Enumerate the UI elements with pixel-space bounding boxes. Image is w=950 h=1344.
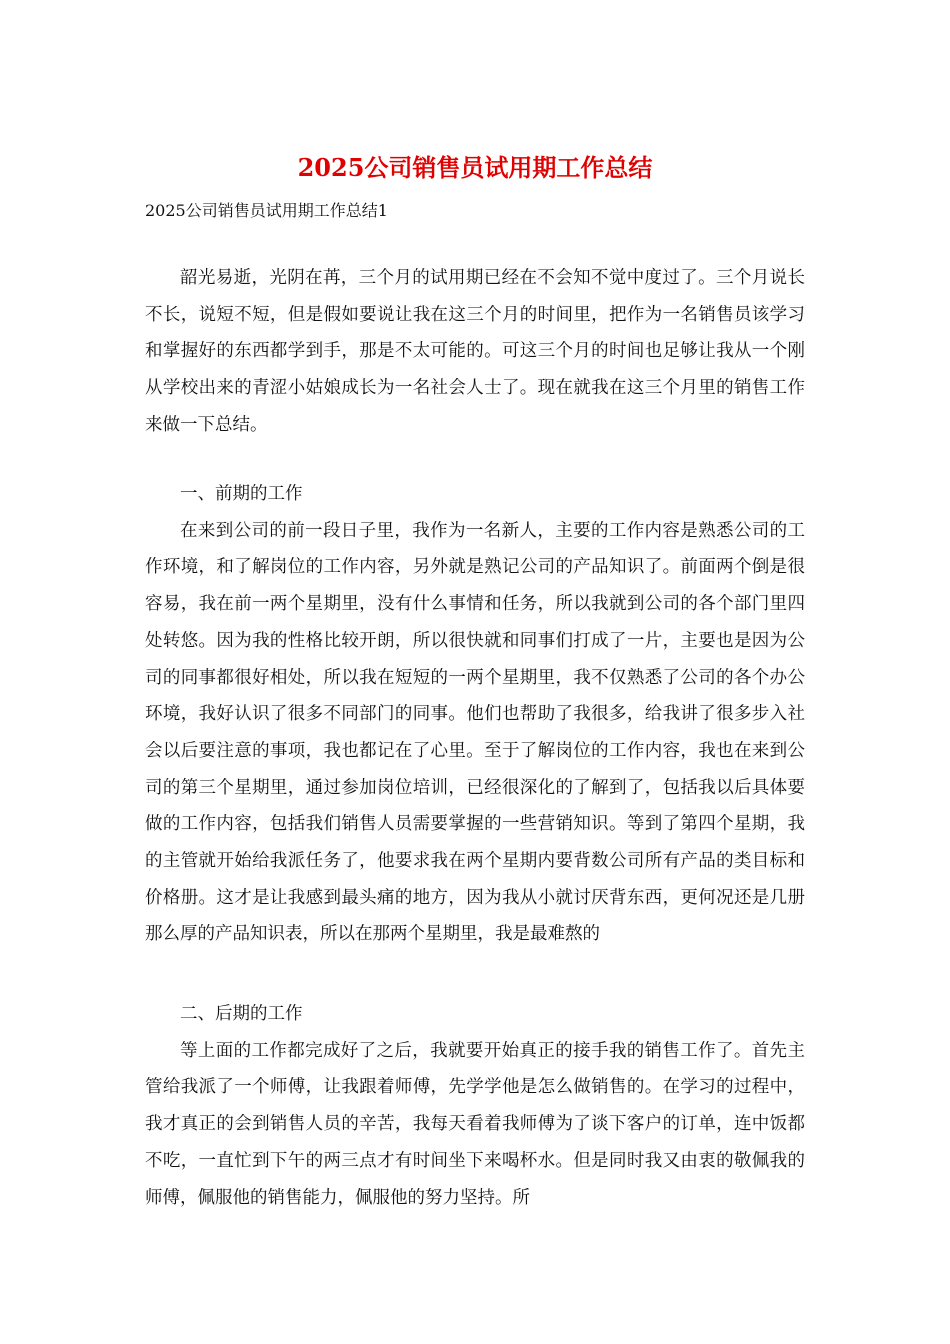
document-title: 2025公司销售员试用期工作总结 <box>297 153 653 182</box>
intro-paragraph: 韶光易逝，光阴在苒，三个月的试用期已经在不会知不觉中度过了。三个月说长不长，说短不短，但是假如要说让我在这三个月的时间里，把作为一名销售员该学习和掌握好的东西都学到手，那是不太可能的。可这三个月的时间也足够让我从一个刚从学校出来的青涩小姑娘成长为一名社会人士了。现在就我在这三个月里的销售工作来做一下总结。 <box>145 268 805 435</box>
section-early-work <box>145 476 805 953</box>
section-later-work <box>145 996 805 1216</box>
section-paragraph-early-work: 在来到公司的前一段日子里，我作为一名新人，主要的工作内容是熟悉公司的工作环境，和了解岗位的工作内容，另外就是熟记公司的产品知识了。前面两个倒是很容易，我在前一两个星期里，没有什么事情和任务，所以我就到公司的各个部门里四处转悠。因为我的性格比较开朗，所以很快就和同事们打成了一片，主要也是因为公司的同事都很好相处，所以我在短短的一两个星期里，我不仅熟悉了公司的各个办公环境，我好认识了很多不同部门的同事。他们也帮助了我很多，给我讲了很多步入社会以后要注意的事项，我也都记在了心里。至于了解岗位的工作内容，我也在来到公司的第三个星期里，通过参加岗位培训，已经很深化的了解到了，包括我以后具体要做的工作内容，包括我们销售人员需要掌握的一些营销知识。等到了第四个星期，我的主管就开始给我派任务了，他要求我在两个星期内要背数公司所有产品的类目标和价格册。这才是让我感到最头痛的地方，因为我从小就讨厌背东西，更何况还是几册那么厚的产品知识表，所以在那两个星期里，我是最难熬的 <box>145 520 805 945</box>
intro-block <box>145 260 805 444</box>
section-paragraph-later-work: 等上面的工作都完成好了之后，我就要开始真正的接手我的销售工作了。首先主管给我派了一个师傅，让我跟着师傅，先学学他是怎么做销售的。在学习的过程中，我才真正的会到销售人员的辛苦，我每天看着我师傅为了谈下客户的订单，连中饭都不吃，一直忙到下午的两三点才有时间坐下来喝杯水。但是同时我又由衷的敬佩我的师傅，佩服他的销售能力，佩服他的努力坚持。所 <box>145 1040 805 1208</box>
section-heading-later-work: 二、后期的工作 <box>180 1004 303 1024</box>
document-subtitle: 2025公司销售员试用期工作总结1 <box>145 201 388 220</box>
section-heading-early-work: 一、前期的工作 <box>180 484 303 504</box>
